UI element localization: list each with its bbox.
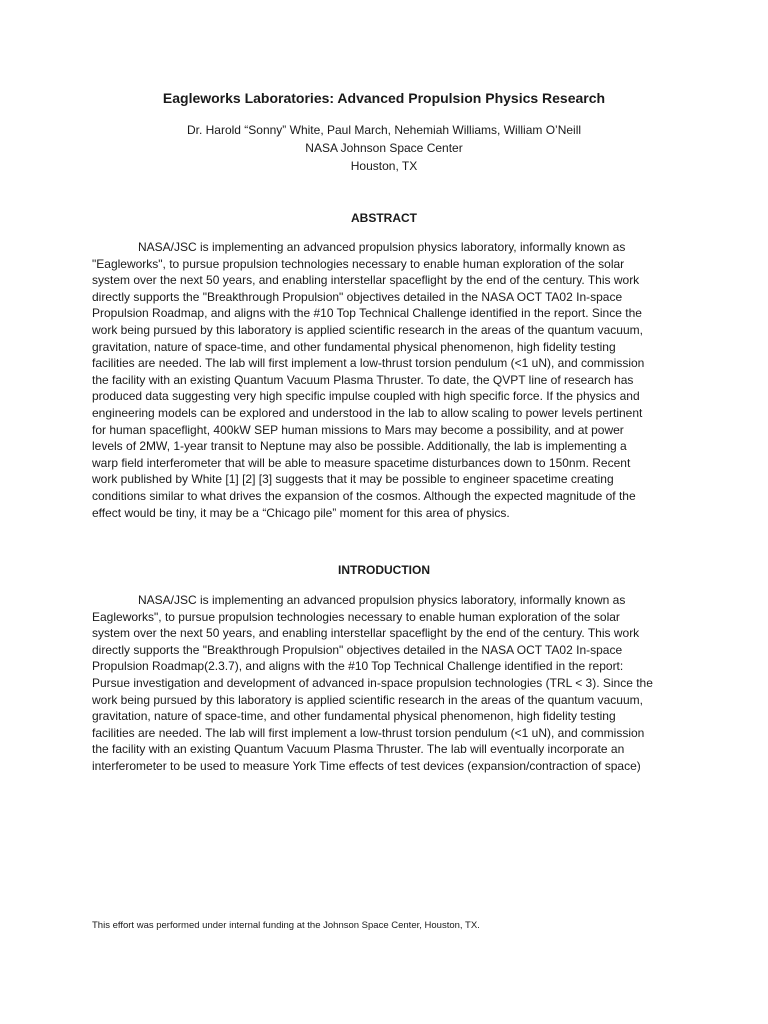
abstract-line: levels of 2MW, 1-year transit to Neptune may also be possible. Additionally, the lab is implementing a: [92, 439, 627, 454]
abstract-line: the facility with an existing Quantum Vacuum Plasma Thruster. To date, the QVPT line of research has: [92, 372, 634, 387]
abstract-line: engineering models can be explored and understood in the lab to allow scaling to power levels pertinent: [92, 405, 643, 420]
abstract-line: produced data suggesting very high specific impulse coupled with high specific force. If the physics and: [92, 389, 640, 404]
abstract-line: work being pursued by this laboratory is applied scientific research in the areas of the quantum vacuum,: [92, 322, 643, 337]
abstract-line: work published by White [1] [2] [3] suggests that it may be possible to engineer spacetime creating: [92, 472, 614, 487]
abstract-body: [92, 239, 680, 521]
introduction-line: Propulsion Roadmap(2.3.7), and aligns with the #10 Top Technical Challenge identified in the report:: [92, 659, 624, 674]
introduction-line: the facility with an existing Quantum Vacuum Plasma Thruster. The lab will eventually incorporate an: [92, 742, 625, 757]
introduction-line: interferometer to be used to measure York Time effects of test devices (expansion/contraction of space): [92, 758, 641, 773]
footnote: This effort was performed under internal funding at the Johnson Space Center, Houston, TX.: [92, 920, 480, 931]
abstract-line: warp field interferometer that will be able to measure spacetime disturbances down to 150nm. Recent: [92, 455, 631, 470]
abstract-line: system over the next 50 years, and enabling interstellar spaceflight by the end of the century. This work: [92, 273, 640, 288]
introduction-body: [92, 592, 680, 775]
introduction-line: facilities are needed. The lab will first implement a low-thrust torsion pendulum (<1 uN), and commission: [92, 725, 645, 740]
abstract-line: conditions similar to what drives the expansion of the cosmos. Although the expected magnitude of the: [92, 488, 636, 503]
abstract-line: facilities are needed. The lab will first implement a low-thrust torsion pendulum (<1 uN), and commission: [92, 356, 645, 371]
author-institution: NASA Johnson Space Center: [305, 141, 463, 155]
introduction-line: work being pursued by this laboratory is applied scientific research in the areas of the quantum vacuum,: [92, 692, 643, 707]
author-block: [0, 121, 768, 175]
abstract-line: NASA/JSC is implementing an advanced propulsion physics laboratory, informally known as: [138, 240, 626, 254]
introduction-line: NASA/JSC is implementing an advanced propulsion physics laboratory, informally known as: [138, 593, 626, 607]
abstract-line: gravitation, nature of space-time, and other fundamental physical phenomenon, high fidelity testing: [92, 339, 616, 354]
introduction-heading: INTRODUCTION: [338, 563, 430, 577]
introduction-line: directly supports the "Breakthrough Propulsion" objectives detailed in the NASA OCT TA02 In-space: [92, 642, 623, 657]
abstract-line: effect would be tiny, it may be a “Chicago pile” moment for this area of physics.: [92, 505, 510, 520]
introduction-line: gravitation, nature of space-time, and other fundamental physical phenomenon, high fidelity testing: [92, 709, 616, 724]
abstract-heading: ABSTRACT: [351, 211, 417, 225]
introduction-line: system over the next 50 years, and enabling interstellar spaceflight by the end of the century. This work: [92, 626, 640, 641]
abstract-line: Propulsion Roadmap, and aligns with the #10 Top Technical Challenge identified in the report. Since the: [92, 306, 642, 321]
introduction-line: Eagleworks", to pursue propulsion technologies necessary to enable human exploration of the solar: [92, 609, 620, 624]
abstract-line: "Eagleworks", to pursue propulsion technologies necessary to enable human exploration of the solar: [92, 256, 625, 271]
abstract-line: directly supports the "Breakthrough Propulsion" objectives detailed in the NASA OCT TA02 In-space: [92, 289, 623, 304]
author-location: Houston, TX: [350, 159, 418, 173]
introduction-line: Pursue investigation and development of advanced in-space propulsion technologies (TRL < 3). Since the: [92, 675, 653, 690]
abstract-line: for human spaceflight, 400kW SEP human missions to Mars may become a possibility, and at power: [92, 422, 624, 437]
paper-title: Eagleworks Laboratories: Advanced Propulsion Physics Research: [162, 90, 606, 106]
author-names: Dr. Harold “Sonny” White, Paul March, Nehemiah Williams, William O’Neill: [186, 123, 582, 137]
